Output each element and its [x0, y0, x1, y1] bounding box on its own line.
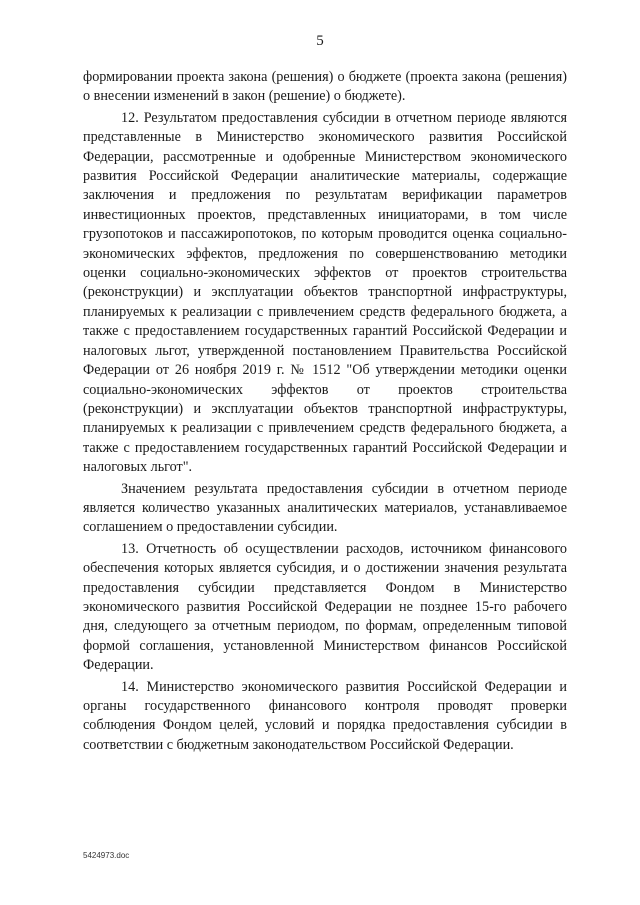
paragraph-13-reporting: 13. Отчетность об осуществлении расходов, источником финансового обеспечения которых является субсидия, и о достижении значения результата предоставления субсидии представляется Фондом в Министерство экономического развития Российской Федерации не позднее 15-го рабочего дня, следующего за отчетным периодом, по формам, определенным типовой формой соглашения, установленной Министерством финансов Российской Федерации.	[83, 540, 567, 674]
file-name-footer: 5424973.doc	[83, 851, 130, 860]
paragraph-continuation: формировании проекта закона (решения) о бюджете (проекта закона (решения) о внесении изменений в закон (решение) о бюджете).	[83, 69, 567, 105]
document-body	[83, 68, 567, 757]
page-number: 5	[316, 33, 324, 49]
paragraph-result-value: Значением результата предоставления субсидии в отчетном периоде является количество указанных аналитических материалов, устанавливаемое соглашением о предоставлении субсидии.	[83, 480, 567, 536]
paragraph-14-control: 14. Министерство экономического развития Российской Федерации и органы государственного финансового контроля проводят проверки соблюдения Фондом целей, условий и порядка предоставления субсидии в соответствии с бюджетным законодательством Российской Федерации.	[83, 678, 567, 753]
paragraph-12-result: 12. Результатом предоставления субсидии в отчетном периоде являются представленные в Министерство экономического развития Российской Федерации, рассмотренные и одобренные Министерством экономического развития Российской Федерации аналитические материалы, содержащие заключения и предложения по результатам верификации параметров инвестиционных проектов, представленных инициаторами, в том числе грузопотоков и пассажиропотоков, по которым проводится оценка социально-экономических эффектов, предложения по совершенствованию методики оценки социально-экономических эффектов от проектов строительства (реконструкции) и эксплуатации объектов транспортной инфраструктуры, планируемых к реализации с привлечением средств федерального бюджета, а также с предоставлением государственных гарантий Российской Федерации и налоговых льгот, утвержденной постановлением Правительства Российской Федерации от 26 ноября 2019 г. № 1512 "Об утверждении методики оценки социально-экономических эффектов от проектов строительства (реконструкции) и эксплуатации объектов транспортной инфраструктуры, планируемых к реализации с привлечением средств федерального бюджета, а также с предоставлением государственных гарантий Российской Федерации и налоговых льгот".	[83, 109, 567, 476]
